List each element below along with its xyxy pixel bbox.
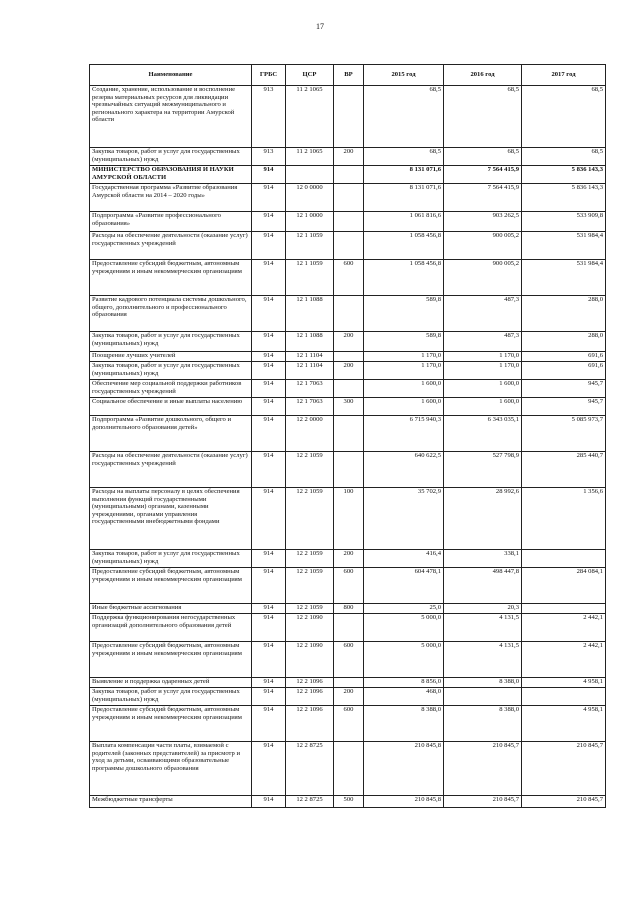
- cell-2017: 2 442,1: [522, 614, 606, 642]
- cell-2017: 285 440,7: [522, 452, 606, 488]
- cell-2016: 68,5: [444, 86, 522, 148]
- cell-name: Поддержка функционирования негосударственных организаций дополнительного образования детей: [90, 614, 252, 642]
- cell-name: Закупка товаров, работ и услуг для государственных (муниципальных) нужд: [90, 362, 252, 380]
- table-row: [90, 796, 606, 808]
- cell-csr: 12 2 1059: [286, 452, 334, 488]
- cell-name: Расходы на обеспечение деятельности (оказание услуг) государственных учреждений: [90, 232, 252, 260]
- cell-csr: 12 2 0000: [286, 416, 334, 452]
- cell-grbs: 914: [252, 604, 286, 614]
- cell-2016: 7 564 415,9: [444, 184, 522, 212]
- table-row: [90, 352, 606, 362]
- cell-csr: 12 1 1059: [286, 260, 334, 296]
- cell-name: МИНИСТЕРСТВО ОБРАЗОВАНИЯ И НАУКИ АМУРСКОЙ ОБЛАСТИ: [90, 166, 252, 184]
- cell-2015: 1 170,0: [364, 362, 444, 380]
- cell-csr: 12 1 7063: [286, 398, 334, 416]
- table-row: [90, 742, 606, 796]
- cell-name: Предоставление субсидий бюджетным, автономным учреждениям и иным некоммерческим организациям: [90, 706, 252, 742]
- cell-name: Обеспечение мер социальной поддержки работников государственных учреждений: [90, 380, 252, 398]
- cell-2016: 210 845,7: [444, 796, 522, 808]
- cell-2015: 589,8: [364, 296, 444, 332]
- cell-vr: [334, 678, 364, 688]
- cell-grbs: 914: [252, 296, 286, 332]
- cell-name: Развитие кадрового потенциала системы дошкольного, общего, дополнительного и профессионального образования: [90, 296, 252, 332]
- cell-vr: 500: [334, 796, 364, 808]
- cell-2015: 640 622,5: [364, 452, 444, 488]
- cell-2016: 20,3: [444, 604, 522, 614]
- cell-2015: 5 000,0: [364, 614, 444, 642]
- cell-name: Закупка товаров, работ и услуг для государственных (муниципальных) нужд: [90, 688, 252, 706]
- cell-name: Предоставление субсидий бюджетным, автономным учреждениям и иным некоммерческим организациям: [90, 568, 252, 604]
- header-csr: ЦСР: [286, 65, 334, 86]
- cell-name: Создание, хранение, использование и восполнение резерва материальных ресурсов для ликвидации чрезвычайных ситуаций межмуниципального и регионального характера на территории Амурской области: [90, 86, 252, 148]
- cell-csr: 12 1 0000: [286, 212, 334, 232]
- cell-csr: 12 1 1088: [286, 332, 334, 352]
- table-row: [90, 452, 606, 488]
- cell-2016: 903 262,5: [444, 212, 522, 232]
- table-row: [90, 332, 606, 352]
- cell-name: Закупка товаров, работ и услуг для государственных (муниципальных) нужд: [90, 550, 252, 568]
- cell-2015: 1 058 456,8: [364, 232, 444, 260]
- cell-grbs: 914: [252, 398, 286, 416]
- cell-csr: 12 2 1090: [286, 642, 334, 678]
- cell-vr: [334, 380, 364, 398]
- cell-csr: 12 1 1088: [286, 296, 334, 332]
- cell-2017: 5 085 973,7: [522, 416, 606, 452]
- cell-vr: 100: [334, 488, 364, 550]
- cell-2016: 900 005,2: [444, 260, 522, 296]
- cell-2016: 487,3: [444, 296, 522, 332]
- cell-2017: 284 084,1: [522, 568, 606, 604]
- cell-2015: 8 131 071,6: [364, 166, 444, 184]
- cell-2016: 1 170,0: [444, 352, 522, 362]
- cell-2016: 6 343 035,1: [444, 416, 522, 452]
- cell-grbs: 914: [252, 614, 286, 642]
- cell-grbs: 914: [252, 688, 286, 706]
- cell-grbs: 914: [252, 706, 286, 742]
- cell-2015: 468,0: [364, 688, 444, 706]
- table-row: [90, 166, 606, 184]
- cell-2016: 1 600,0: [444, 380, 522, 398]
- cell-csr: 12 1 1104: [286, 362, 334, 380]
- table-row: [90, 86, 606, 148]
- cell-2017: 691,6: [522, 362, 606, 380]
- cell-2017: 533 909,8: [522, 212, 606, 232]
- cell-name: Поощрение лучших учителей: [90, 352, 252, 362]
- cell-2016: 487,3: [444, 332, 522, 352]
- cell-csr: 12 1 1104: [286, 352, 334, 362]
- header-name: Наименование: [90, 65, 252, 86]
- cell-2016: 527 798,9: [444, 452, 522, 488]
- cell-2017: 68,5: [522, 86, 606, 148]
- cell-vr: [334, 296, 364, 332]
- table-row: [90, 688, 606, 706]
- cell-2016: 68,5: [444, 148, 522, 166]
- cell-name: Предоставление субсидий бюджетным, автономным учреждениям и иным некоммерческим организациям: [90, 260, 252, 296]
- cell-2017: 1 356,6: [522, 488, 606, 550]
- cell-2015: 8 388,0: [364, 706, 444, 742]
- table-row: [90, 296, 606, 332]
- header-grbs: ГРБС: [252, 65, 286, 86]
- cell-2017: 945,7: [522, 380, 606, 398]
- cell-2017: 531 984,4: [522, 232, 606, 260]
- cell-2016: 4 131,5: [444, 614, 522, 642]
- cell-vr: [334, 452, 364, 488]
- cell-2015: 604 478,1: [364, 568, 444, 604]
- table-row: [90, 362, 606, 380]
- cell-grbs: 914: [252, 232, 286, 260]
- cell-name: Расходы на обеспечение деятельности (оказание услуг) государственных учреждений: [90, 452, 252, 488]
- cell-name: Выплата компенсации части платы, взимаемой с родителей (законных представителей) за присмотр и уход за детьми, осваивающими образовательные программы дошкольного образования: [90, 742, 252, 796]
- budget-table: [89, 64, 606, 808]
- cell-csr: 12 2 1096: [286, 706, 334, 742]
- cell-2015: 416,4: [364, 550, 444, 568]
- cell-vr: [334, 352, 364, 362]
- cell-vr: 600: [334, 706, 364, 742]
- table-row: [90, 380, 606, 398]
- cell-2015: 5 000,0: [364, 642, 444, 678]
- cell-2017: 210 845,7: [522, 796, 606, 808]
- cell-2016: [444, 688, 522, 706]
- cell-2017: 5 836 143,3: [522, 184, 606, 212]
- table-row: [90, 260, 606, 296]
- cell-2017: [522, 550, 606, 568]
- cell-2015: 68,5: [364, 86, 444, 148]
- cell-2015: 1 061 816,6: [364, 212, 444, 232]
- cell-2015: 589,8: [364, 332, 444, 352]
- table-row: [90, 604, 606, 614]
- table-row: [90, 212, 606, 232]
- cell-vr: [334, 416, 364, 452]
- cell-name: Предоставление субсидий бюджетным, автономным учреждениям и иным некоммерческим организациям: [90, 642, 252, 678]
- cell-2015: 8 131 071,6: [364, 184, 444, 212]
- cell-2017: 531 984,4: [522, 260, 606, 296]
- table-row: [90, 184, 606, 212]
- cell-2015: 210 845,8: [364, 742, 444, 796]
- cell-2015: 35 702,9: [364, 488, 444, 550]
- cell-2017: 68,5: [522, 148, 606, 166]
- cell-2016: 1 170,0: [444, 362, 522, 380]
- cell-vr: 300: [334, 398, 364, 416]
- cell-csr: 12 1 1059: [286, 232, 334, 260]
- cell-2017: 288,0: [522, 332, 606, 352]
- cell-grbs: 914: [252, 642, 286, 678]
- cell-vr: 600: [334, 568, 364, 604]
- cell-2016: 900 005,2: [444, 232, 522, 260]
- table-row: [90, 642, 606, 678]
- cell-name: Закупка товаров, работ и услуг для государственных (муниципальных) нужд: [90, 332, 252, 352]
- cell-vr: 600: [334, 642, 364, 678]
- cell-csr: 12 2 1059: [286, 604, 334, 614]
- table-row: [90, 488, 606, 550]
- cell-csr: [286, 166, 334, 184]
- cell-2016: 4 131,5: [444, 642, 522, 678]
- cell-2017: 2 442,1: [522, 642, 606, 678]
- cell-vr: 800: [334, 604, 364, 614]
- cell-vr: 200: [334, 362, 364, 380]
- cell-2016: 8 388,0: [444, 706, 522, 742]
- header-2017: 2017 год: [522, 65, 606, 86]
- cell-2015: 1 600,0: [364, 398, 444, 416]
- cell-grbs: 914: [252, 260, 286, 296]
- cell-name: Подпрограмма «Развитие профессионального образования»: [90, 212, 252, 232]
- cell-csr: 12 1 7063: [286, 380, 334, 398]
- cell-csr: 11 2 1065: [286, 86, 334, 148]
- cell-grbs: 914: [252, 796, 286, 808]
- cell-2015: 1 170,0: [364, 352, 444, 362]
- cell-name: Государственная программа «Развитие образования Амурской области на 2014 – 2020 годы»: [90, 184, 252, 212]
- table-row: [90, 148, 606, 166]
- cell-2015: 1 600,0: [364, 380, 444, 398]
- cell-2015: 25,0: [364, 604, 444, 614]
- cell-vr: 200: [334, 148, 364, 166]
- cell-2017: [522, 688, 606, 706]
- table-row: [90, 568, 606, 604]
- cell-grbs: 914: [252, 416, 286, 452]
- cell-grbs: 914: [252, 550, 286, 568]
- cell-grbs: 914: [252, 742, 286, 796]
- cell-name: Выявление и поддержка одаренных детей: [90, 678, 252, 688]
- cell-name: Социальное обеспечение и иные выплаты населению: [90, 398, 252, 416]
- cell-2016: 1 600,0: [444, 398, 522, 416]
- cell-grbs: 914: [252, 678, 286, 688]
- cell-2017: 5 836 143,3: [522, 166, 606, 184]
- cell-grbs: 914: [252, 166, 286, 184]
- table-row: [90, 398, 606, 416]
- table-row: [90, 416, 606, 452]
- cell-vr: 200: [334, 688, 364, 706]
- cell-2015: 210 845,8: [364, 796, 444, 808]
- cell-vr: [334, 212, 364, 232]
- cell-2017: 4 958,1: [522, 706, 606, 742]
- header-2015: 2015 год: [364, 65, 444, 86]
- cell-grbs: 914: [252, 452, 286, 488]
- cell-2015: 68,5: [364, 148, 444, 166]
- cell-csr: 12 2 1059: [286, 568, 334, 604]
- cell-name: Расходы на выплаты персоналу в целях обеспечения выполнения функций государственными (муниципальными) органами, казенными учреждениями, органами управления государственными внебюджетными фондами: [90, 488, 252, 550]
- cell-vr: [334, 614, 364, 642]
- cell-csr: 12 2 1096: [286, 678, 334, 688]
- table-row: [90, 706, 606, 742]
- table-row: [90, 232, 606, 260]
- table-row: [90, 550, 606, 568]
- cell-vr: 200: [334, 550, 364, 568]
- table-body: [90, 86, 606, 808]
- cell-2017: 945,7: [522, 398, 606, 416]
- cell-2017: 4 958,1: [522, 678, 606, 688]
- cell-csr: 12 2 1059: [286, 550, 334, 568]
- cell-csr: 12 0 0000: [286, 184, 334, 212]
- cell-csr: 11 2 1065: [286, 148, 334, 166]
- cell-2017: 210 845,7: [522, 742, 606, 796]
- cell-vr: [334, 232, 364, 260]
- cell-csr: 12 2 1090: [286, 614, 334, 642]
- cell-csr: 12 2 8725: [286, 796, 334, 808]
- cell-2015: 8 856,0: [364, 678, 444, 688]
- cell-csr: 12 2 1096: [286, 688, 334, 706]
- header-vr: ВР: [334, 65, 364, 86]
- cell-grbs: 914: [252, 212, 286, 232]
- cell-grbs: 913: [252, 86, 286, 148]
- cell-vr: [334, 86, 364, 148]
- cell-name: Подпрограмма «Развитие дошкольного, общего и дополнительного образования детей»: [90, 416, 252, 452]
- cell-name: Иные бюджетные ассигнования: [90, 604, 252, 614]
- cell-grbs: 914: [252, 332, 286, 352]
- cell-2017: [522, 604, 606, 614]
- cell-name: Межбюджетные трансферты: [90, 796, 252, 808]
- cell-2016: 210 845,7: [444, 742, 522, 796]
- cell-csr: 12 2 8725: [286, 742, 334, 796]
- cell-2015: 1 058 456,8: [364, 260, 444, 296]
- cell-grbs: 914: [252, 488, 286, 550]
- cell-2017: 691,6: [522, 352, 606, 362]
- cell-2016: 28 992,6: [444, 488, 522, 550]
- cell-grbs: 914: [252, 184, 286, 212]
- cell-vr: 200: [334, 332, 364, 352]
- header-2016: 2016 год: [444, 65, 522, 86]
- cell-2015: 6 715 940,3: [364, 416, 444, 452]
- table-row: [90, 614, 606, 642]
- cell-2016: 8 388,0: [444, 678, 522, 688]
- table-row: [90, 678, 606, 688]
- cell-grbs: 913: [252, 148, 286, 166]
- cell-vr: 600: [334, 260, 364, 296]
- page-number: 17: [316, 22, 324, 31]
- cell-grbs: 914: [252, 568, 286, 604]
- cell-2016: 338,1: [444, 550, 522, 568]
- cell-vr: [334, 184, 364, 212]
- cell-grbs: 914: [252, 380, 286, 398]
- cell-2016: 498 447,8: [444, 568, 522, 604]
- cell-2017: 288,0: [522, 296, 606, 332]
- cell-csr: 12 2 1059: [286, 488, 334, 550]
- cell-grbs: 914: [252, 362, 286, 380]
- table-header-row: [90, 65, 606, 86]
- cell-name: Закупка товаров, работ и услуг для государственных (муниципальных) нужд: [90, 148, 252, 166]
- cell-vr: [334, 166, 364, 184]
- cell-2016: 7 564 415,9: [444, 166, 522, 184]
- cell-grbs: 914: [252, 352, 286, 362]
- cell-vr: [334, 742, 364, 796]
